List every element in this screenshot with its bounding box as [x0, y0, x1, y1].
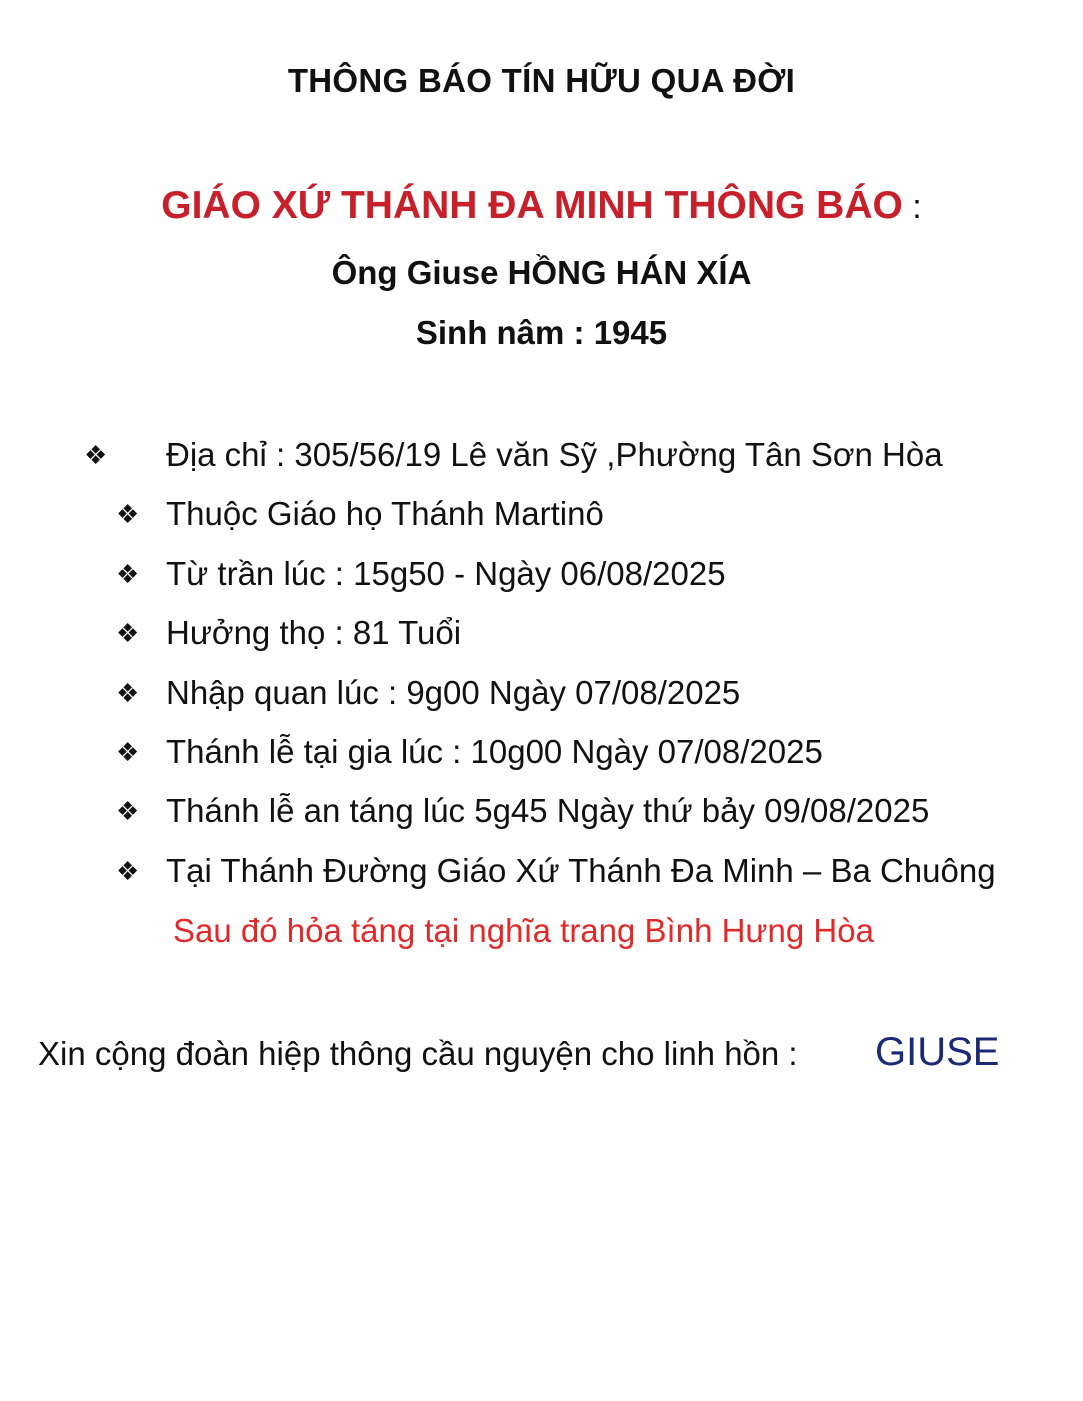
diamond-bullet-icon: ❖: [84, 440, 108, 470]
diamond-bullet-icon: ❖: [116, 796, 140, 826]
home-mass-text: Thánh lễ tại gia lúc : 10g00 Ngày 07/08/2025: [166, 733, 823, 770]
parish-name: GIÁO XỨ THÁNH ĐA MINH THÔNG BÁO: [161, 184, 903, 227]
birth-year: Sinh nâm : 1945: [415, 314, 668, 351]
diamond-bullet-icon: ❖: [116, 618, 140, 648]
age-text: Hưởng thọ : 81 Tuổi: [166, 614, 462, 651]
diamond-bullet-icon: ❖: [116, 499, 140, 529]
diamond-bullet-icon: ❖: [116, 737, 140, 767]
funeral-mass-text: Thánh lễ an táng lúc 5g45 Ngày thứ bảy 09/08/2025: [166, 792, 930, 829]
church-location-text: Tại Thánh Đường Giáo Xứ Thánh Đa Minh – Ba Chuông: [166, 852, 996, 889]
encoffining-text: Nhập quan lúc : 9g00 Ngày 07/08/2025: [166, 674, 741, 711]
parish-announcement: [0, 184, 1083, 228]
parish-colon: :: [902, 188, 922, 226]
diamond-bullet-icon: ❖: [116, 856, 140, 886]
prayer-request: Xin cộng đoàn hiệp thông cầu nguyện cho linh hồn :: [38, 1035, 798, 1072]
diamond-bullet-icon: ❖: [116, 678, 140, 708]
diamond-bullet-icon: ❖: [116, 559, 140, 589]
notice-title: THÔNG BÁO TÍN HỮU QUA ĐỜI: [287, 62, 796, 99]
parish-group-text: Thuộc Giáo họ Thánh Martinô: [166, 495, 604, 532]
deceased-name: Ông Giuse HỒNG HÁN XÍA: [331, 254, 752, 291]
cremation-note: Sau đó hỏa táng tại nghĩa trang Bình Hưng Hòa: [173, 912, 874, 949]
death-time-text: Từ trần lúc : 15g50 - Ngày 06/08/2025: [166, 555, 726, 592]
prayer-soul-name: GIUSE: [875, 1030, 1000, 1074]
address-text: Địa chỉ : 305/56/19 Lê văn Sỹ ,Phường Tân Sơn Hòa: [166, 436, 943, 473]
